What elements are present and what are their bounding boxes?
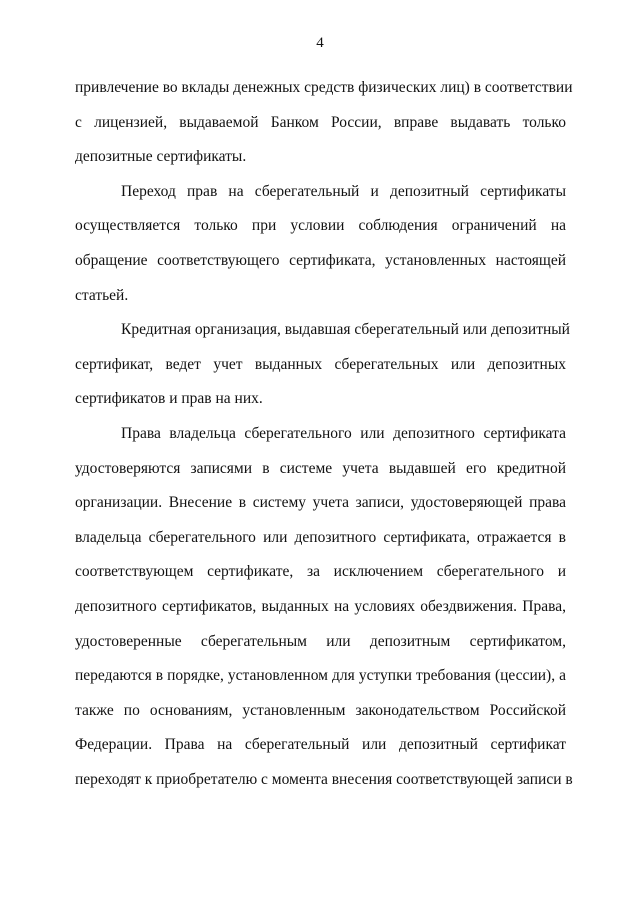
text-line: осуществляется только при условии соблюдения ограничений на <box>75 217 566 235</box>
text-line: Федерации. Права на сберегательный или депозитный сертификат <box>75 736 566 754</box>
text-line: депозитного сертификатов, выданных на условиях обездвижения. Права, <box>75 597 566 615</box>
text-line: переходят к приобретателю с момента внесения соответствующей записи в <box>75 770 573 788</box>
text-line: Переход прав на сберегательный и депозитный сертификаты <box>121 182 566 200</box>
text-line: организации. Внесение в систему учета записи, удостоверяющей права <box>75 494 566 512</box>
text-line: сертификат, ведет учет выданных сберегательных или депозитных <box>75 355 566 373</box>
text-line: Права владельца сберегательного или депозитного сертификата <box>121 424 566 442</box>
text-line: владельца сберегательного или депозитного сертификата, отражается в <box>75 528 566 546</box>
text-line: статьей. <box>75 286 129 304</box>
paragraph-2 <box>75 175 566 313</box>
text-line: удостоверенные сберегательным или депозитным сертификатом, <box>75 632 566 650</box>
document-body <box>75 71 573 797</box>
text-line: с лицензией, выдаваемой Банком России, вправе выдавать только <box>75 113 566 131</box>
text-line: сертификатов и прав на них. <box>75 390 263 408</box>
text-line: соответствующем сертификате, за исключением сберегательного и <box>75 563 566 581</box>
text-line: передаются в порядке, установленном для уступки требования (цессии), а <box>75 667 566 685</box>
text-line: также по основаниям, установленным законодательством Российской <box>75 701 566 719</box>
paragraph-1 <box>75 71 573 175</box>
paragraph-3 <box>75 313 570 417</box>
page-number: 4 <box>316 35 324 51</box>
text-line: депозитные сертификаты. <box>75 148 247 166</box>
text-line: Кредитная организация, выдавшая сберегательный или депозитный <box>121 321 570 339</box>
text-line: привлечение во вклады денежных средств физических лиц) в соответствии <box>75 79 573 96</box>
text-line: обращение соответствующего сертификата, установленных настоящей <box>75 251 566 269</box>
text-line: удостоверяются записями в системе учета выдавшей его кредитной <box>75 459 566 477</box>
paragraph-4 <box>75 417 573 798</box>
